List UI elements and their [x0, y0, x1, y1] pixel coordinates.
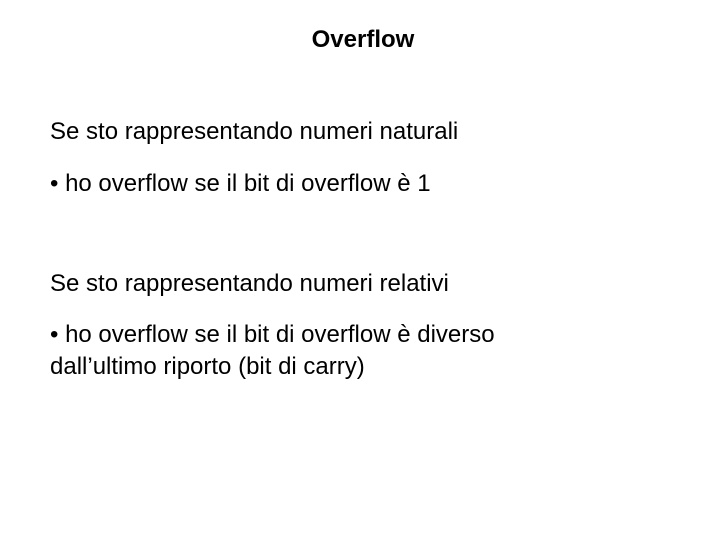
slide-title: Overflow: [311, 26, 415, 53]
section-relativi-bullet-line1: • ho overflow se il bit di overflow è diverso: [50, 321, 495, 348]
section-relativi-heading: Se sto rappresentando numeri relativi: [50, 270, 449, 297]
section-naturali-bullet: • ho overflow se il bit di overflow è 1: [50, 170, 431, 197]
section-naturali-heading: Se sto rappresentando numeri naturali: [50, 118, 459, 145]
section-relativi-bullet-line2: dall’ultimo riporto (bit di carry): [50, 353, 365, 380]
